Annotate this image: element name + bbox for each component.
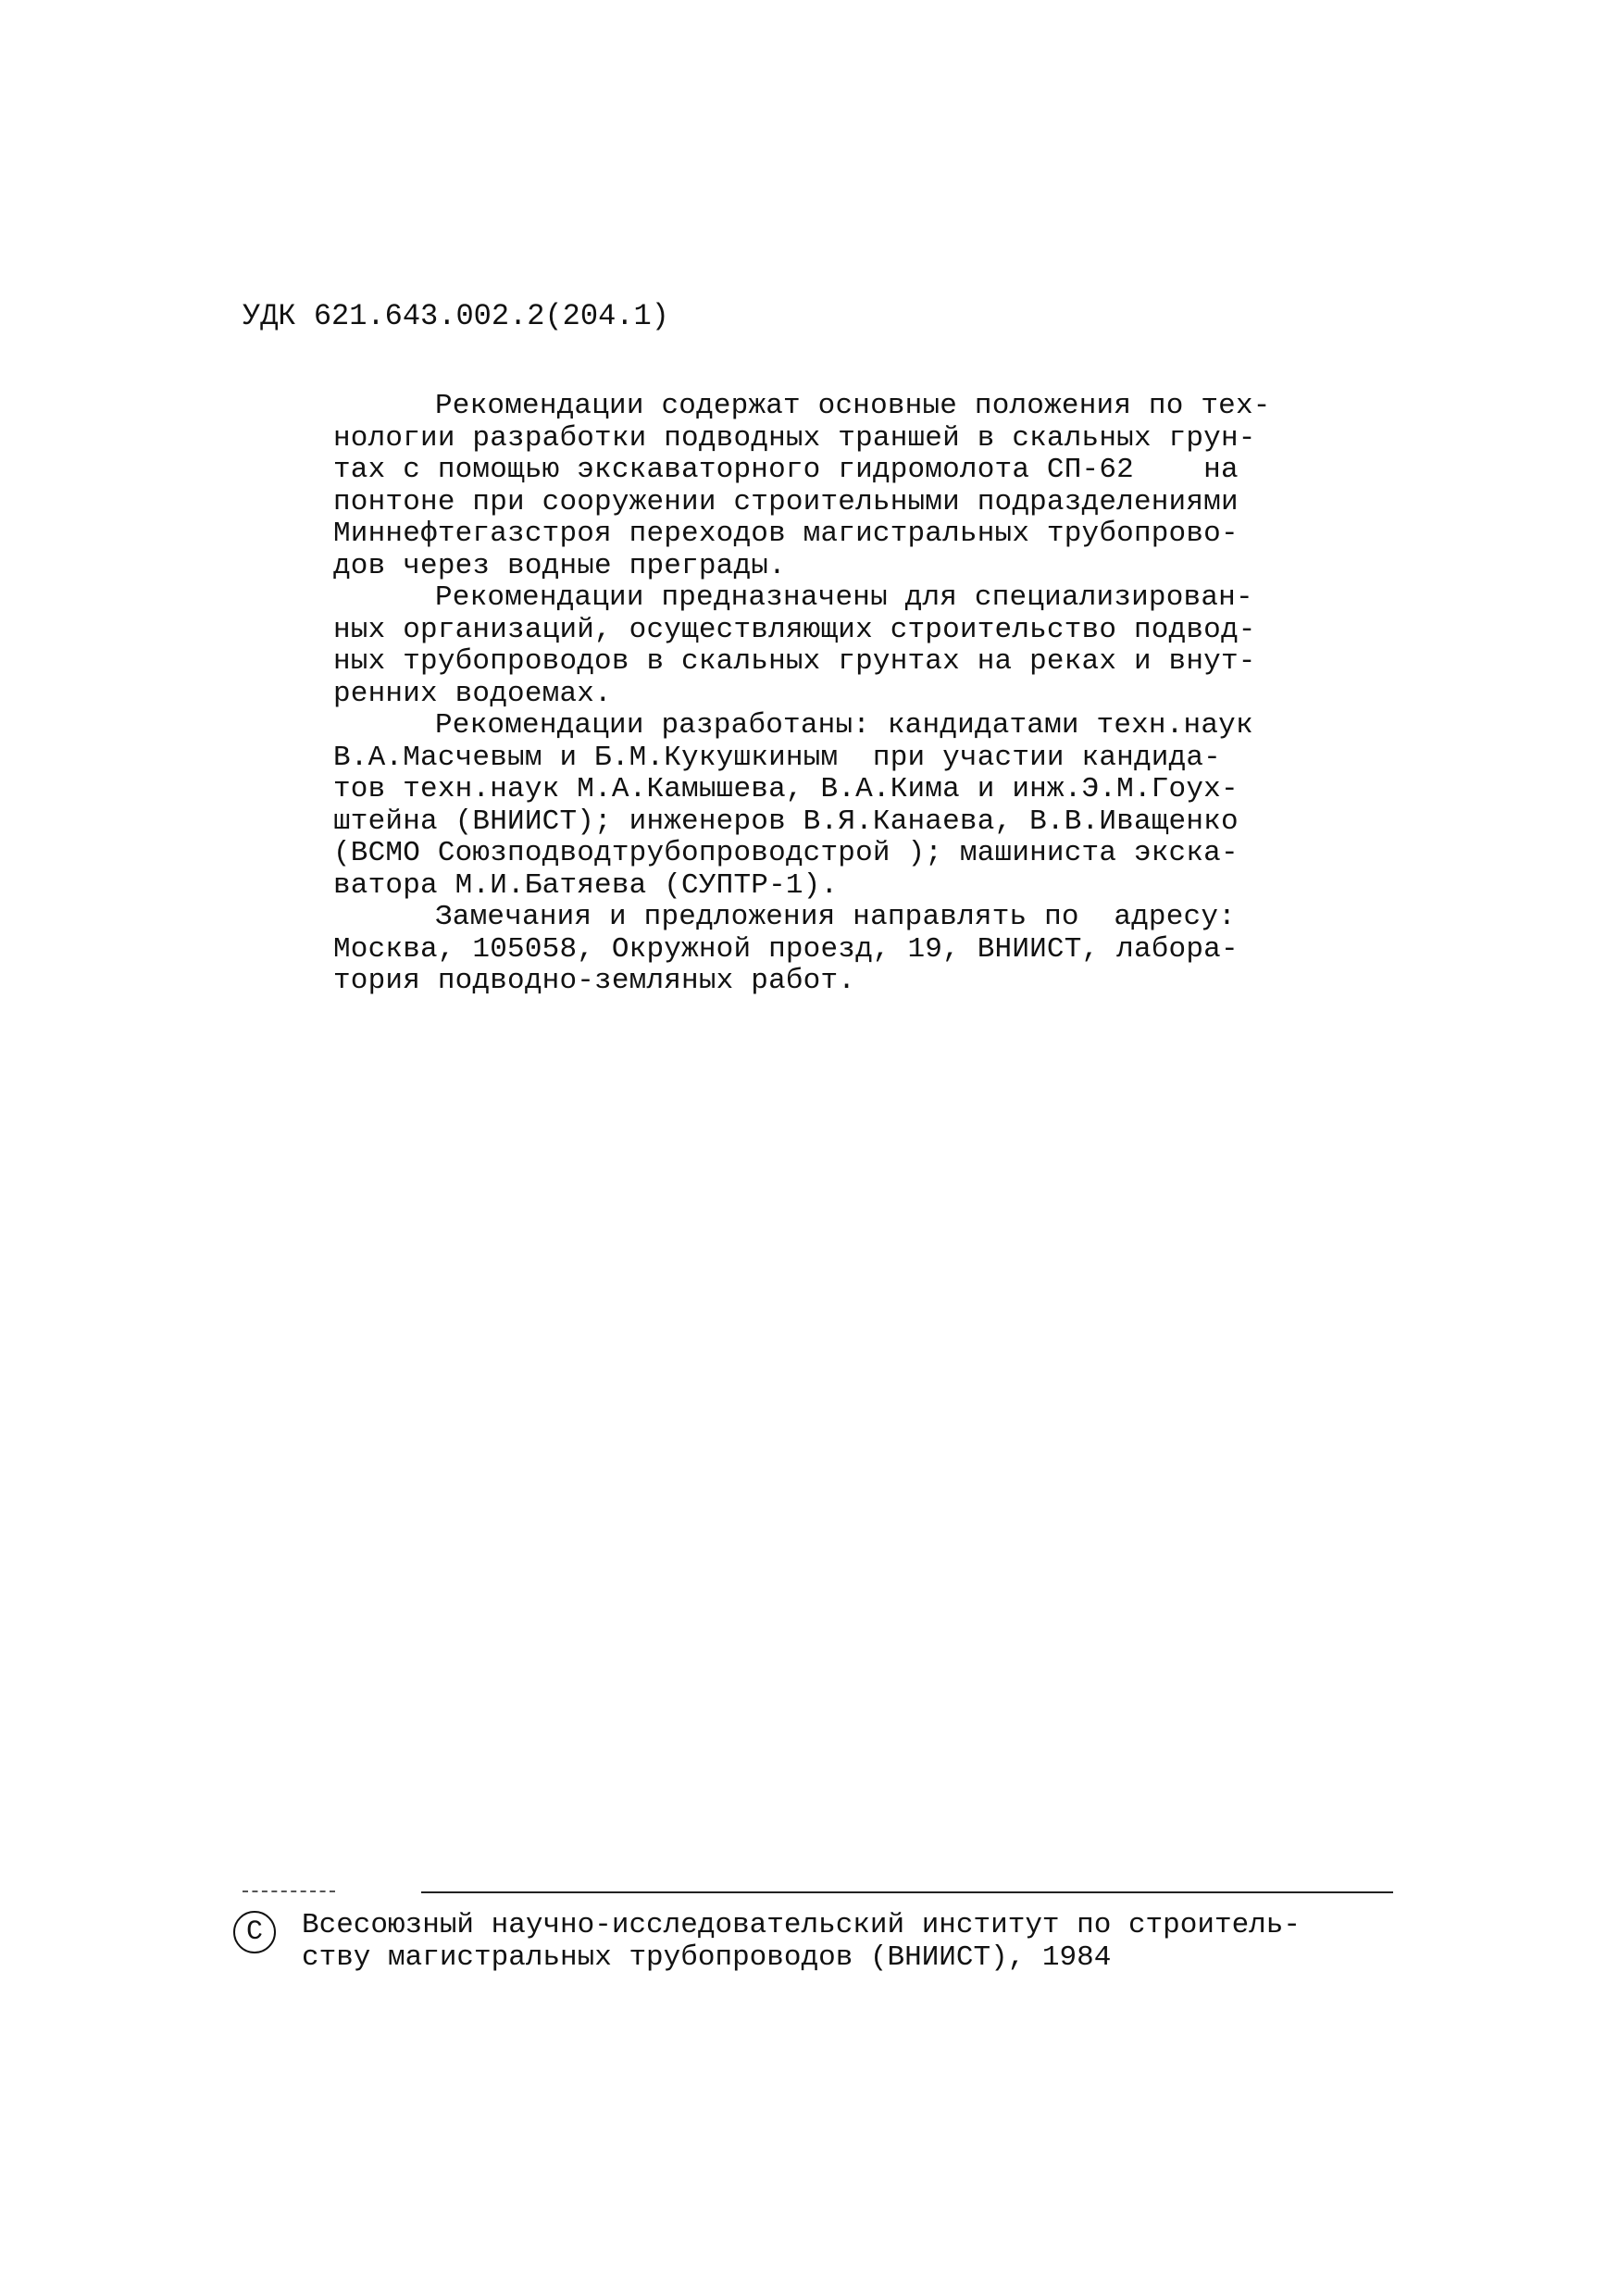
text-line: нологии разработки подводных траншей в скальных грун- <box>333 421 1256 455</box>
text-line: тория подводно-земляных работ. <box>333 965 856 997</box>
text-line: Миннефтегазстроя переходов магистральных трубопрово- <box>333 518 1239 550</box>
footer-divider <box>421 1891 1393 1893</box>
copyright-text <box>302 1909 1450 1974</box>
text-line: Москва, 105058, Окружной проезд, 19, ВНИИСТ, лабора- <box>333 932 1239 966</box>
paragraph-contents <box>333 391 1333 582</box>
paragraph-purpose <box>333 582 1333 710</box>
copyright-line: Всесоюзный научно-исследовательский институт по строитель- <box>302 1909 1301 1941</box>
text-line: ных организаций, осуществляющих строительство подвод- <box>333 613 1256 646</box>
text-line: ватора М.И.Батяева (СУПТР-1). <box>333 868 839 902</box>
copyright-icon: С <box>233 1911 276 1953</box>
text-line: Рекомендации содержат основные положения по тех- <box>435 390 1271 422</box>
text-line: (ВСМО Союзподводтрубопроводстрой ); машиниста экска- <box>333 837 1239 869</box>
text-line: тов техн.наук М.А.Камышева, В.А.Кима и инж.Э.М.Гоух- <box>333 773 1239 805</box>
text-line: штейна (ВНИИСТ); инженеров В.Я.Канаева, В.В.Иващенко <box>333 805 1239 838</box>
text-line: В.А.Масчевым и Б.М.Кукушкиным при участии кандида- <box>333 741 1221 774</box>
text-line: понтоне при сооружении строительными подразделениями <box>333 485 1239 518</box>
text-line: Рекомендации предназначены для специализирован- <box>435 581 1253 614</box>
text-line: ренних водоемах. <box>333 677 612 710</box>
paragraph-authors <box>333 710 1333 902</box>
footer-divider-dashed <box>243 1890 335 1892</box>
text-line: дов через водные преграды. <box>333 549 786 582</box>
udk-code: УДК 621.643.002.2(204.1) <box>243 299 669 333</box>
text-line: Рекомендации разработаны: кандидатами техн.наук <box>435 709 1253 742</box>
text-line: ных трубопроводов в скальных грунтах на реках и внут- <box>333 645 1256 678</box>
annotation-text <box>333 391 1333 998</box>
paragraph-address <box>333 902 1333 998</box>
copyright-line: ству магистральных трубопроводов (ВНИИСТ), 1984 <box>302 1941 1112 1974</box>
text-line: Замечания и предложения направлять по адресу: <box>435 901 1236 933</box>
text-line: тах с помощью экскаваторного гидромолота СП-62 на <box>333 454 1239 486</box>
